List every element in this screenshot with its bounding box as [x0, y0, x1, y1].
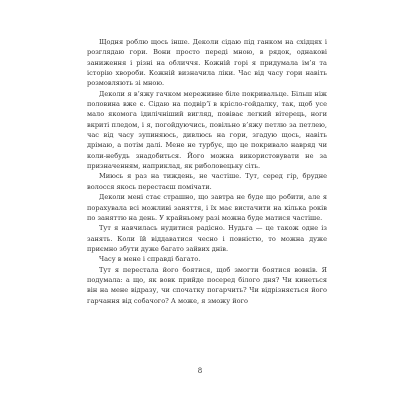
page-number: 8 [197, 367, 203, 375]
body-text [87, 37, 327, 306]
paragraph: Деколи я в’яжу гачком мереживне біле покривальце. Більш ніж половина вже є. Сідаю на подвір’ї в кріслo-гойдалку, так, щоб усе мало якомога ідилічніший вигляд, повівaє легкий вітерець, ноги вкриті пледом, і я, погойдуючись, повільно в’яжу петлю за петлею, час від часу зупиняюсь, дивлюсь на гори, згадую щось, навіть дрімаю, а потім далі. Мене не турбує, що це покривало навряд чи коли-небудь знадобиться. Його можна використовувати не за призначенням, наприклад, як риболовецьку сіть. [87, 89, 327, 171]
paragraph: Миюсь я раз на тиждень, не частіше. Тут, серед гір, брудне волосся якось перестаєш помічати. [87, 172, 327, 191]
paragraph: Деколи мені стає страшно, що завтра не буде що робити, але я порахувала всі можливі заняття, і їх має вистачити на кілька років по заняттю на день. У крайньому разі можна буде матися частіше. [87, 193, 327, 222]
paragraph: Тут я перестала його боятися, щоб змогти боятися вовків. Я подумала: а що, як вовк прийде посеред білого дня? Чи кинеться він на мене відразу, чи спочатку погарчить? Чи відрізняється його гарчання від собачого? А може, я зможу його [87, 265, 327, 305]
paragraph: Часу в мене і справді багато. [99, 255, 201, 264]
paragraph: Щодня роблю щось інше. Деколи сідаю під ганком на східцях і розглядаю гори. Вони просто переді мною, в рядок, однакові заниження і різні на обличчя. Кожній горі я придумала ім’я та історію хвороби. Кожній визначила ліки. Час від часу гори навіть розмовляють зі мною. [87, 38, 327, 88]
paragraph: Тут я навчилась нудитися радісно. Нудьга — це також одне із занять. Коли їй віддаватися чесно і повністю, то можна дуже приємно збути дуже багато зайвих днів. [87, 224, 327, 253]
